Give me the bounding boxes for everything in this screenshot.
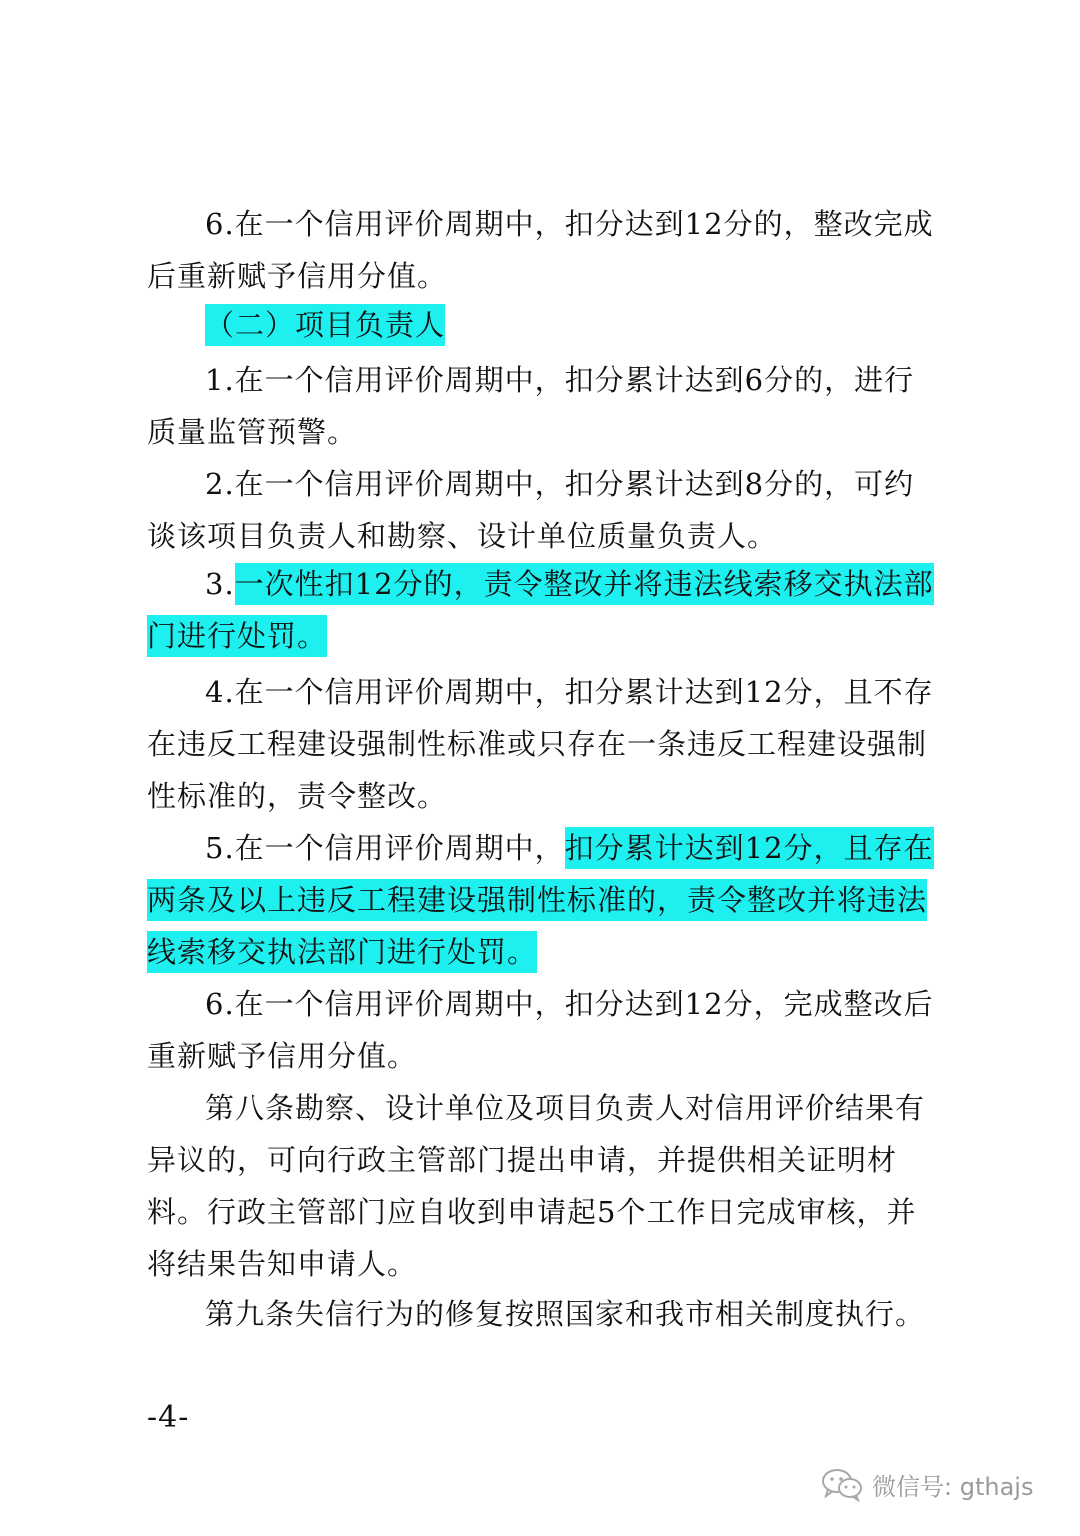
- paragraph-b5: [147, 822, 937, 978]
- paragraph-b4-text: 4.在一个信用评价周期中，扣分累计达到12分，且不存在违反工程建设强制性标准或只存在一条违反工程建设强制性标准的，责令整改。: [147, 675, 934, 813]
- paragraph-b3: [147, 558, 937, 662]
- paragraph-article-9: [147, 1288, 937, 1340]
- wechat-watermark: [820, 1462, 1033, 1506]
- paragraph-b4: [147, 666, 937, 822]
- paragraph-b6-text: 6.在一个信用评价周期中，扣分达到12分，完成整改后重新赋予信用分值。: [147, 987, 934, 1073]
- paragraph-article-8: [147, 1082, 937, 1290]
- paragraph-b5-prefix: 5.在一个信用评价周期中，: [205, 831, 565, 865]
- paragraph-b2-text: 2.在一个信用评价周期中，扣分累计达到8分的，可约谈该项目负责人和勘察、设计单位质量负责人。: [147, 467, 915, 553]
- wechat-id-text: 微信号: gthajs: [872, 1472, 1034, 1501]
- paragraph-b1: [147, 354, 937, 458]
- section-heading-project-leader: [205, 305, 445, 345]
- paragraph-a6: [147, 198, 937, 302]
- page-number: -4-: [147, 1400, 190, 1435]
- paragraph-b3-prefix: 3.: [205, 567, 235, 601]
- paragraph-b1-text: 1.在一个信用评价周期中，扣分累计达到6分的，进行质量监管预警。: [147, 363, 915, 449]
- paragraph-article-8-text: 第八条勘察、设计单位及项目负责人对信用评价结果有异议的，可向行政主管部门提出申请，并提供相关证明材料。行政主管部门应自收到申请起5个工作日完成审核，并将结果告知申请人。: [147, 1091, 926, 1281]
- paragraph-b2: [147, 458, 937, 562]
- section-heading-text: （二）项目负责人: [205, 304, 445, 346]
- paragraph-b3-highlight: 一次性扣12分的，责令整改并将违法线索移交执法部门进行处罚。: [147, 563, 934, 657]
- paragraph-article-9-text: 第九条失信行为的修复按照国家和我市相关制度执行。: [205, 1297, 926, 1331]
- paragraph-b5-highlight: 扣分累计达到12分，且存在两条及以上违反工程建设强制性标准的，责令整改并将违法线索移交执法部门进行处罚。: [147, 827, 934, 973]
- paragraph-b6: [147, 978, 937, 1082]
- wechat-icon: [820, 1466, 864, 1502]
- paragraph-a6-text: 6.在一个信用评价周期中，扣分达到12分的，整改完成后重新赋予信用分值。: [147, 207, 934, 293]
